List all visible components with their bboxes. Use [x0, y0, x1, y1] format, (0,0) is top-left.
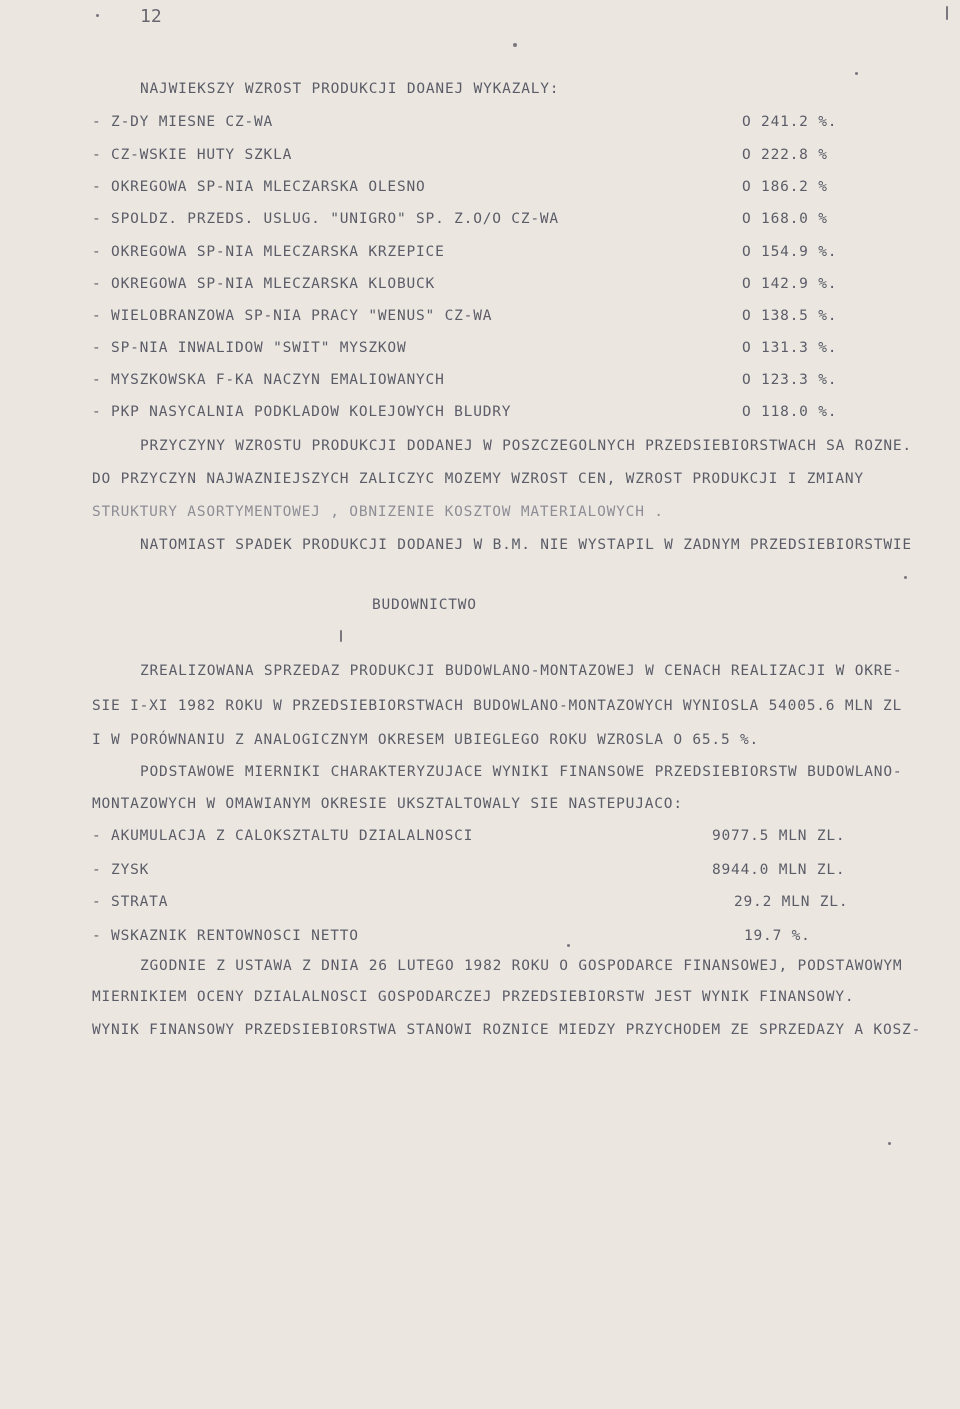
- scan-speck: [96, 14, 99, 17]
- paragraph-line: MIERNIKIEM OCENY DZIALALNOSCI GOSPODARCZEJ PRZEDSIEBIORSTW JEST WYNIK FINANSOWY.: [92, 989, 855, 1005]
- paragraph-line: WYNIK FINANSOWY PRZEDSIEBIORSTWA STANOWI ROZNICE MIEDZY PRZYCHODEM ZE SPRZEDAZY A KOSZ-: [92, 1022, 922, 1038]
- finance-item-name: - STRATA: [92, 894, 169, 910]
- paragraph-line: SIE I-XI 1982 ROKU W PRZEDSIEBIORSTWACH BUDOWLANO-MONTAZOWYCH WYNIOSLA 54005.6 MLN ZL: [92, 698, 903, 714]
- paragraph-line: ZREALIZOWANA SPRZEDAZ PRODUKCJI BUDOWLANO-MONTAZOWEJ W CENACH REALIZACJI W OKRE-: [140, 663, 903, 679]
- increase-item-name: - CZ-WSKIE HUTY SZKLA: [92, 147, 293, 163]
- increase-item-value: O 118.0 %.: [742, 404, 838, 420]
- scan-speck: [567, 944, 570, 947]
- paragraph-line: ZGODNIE Z USTAWA Z DNIA 26 LUTEGO 1982 ROKU O GOSPODARCE FINANSOWEJ, PODSTAWOWYM: [140, 958, 903, 974]
- section-heading: BUDOWNICTWO: [372, 597, 477, 613]
- paragraph-line: MONTAZOWYCH W OMAWIANYM OKRESIE UKSZTALTOWALY SIE NASTEPUJACO:: [92, 796, 683, 812]
- top-heading: NAJWIEKSZY WZROST PRODUKCJI DOANEJ WYKAZALY:: [140, 81, 560, 97]
- increase-item-value: O 154.9 %.: [742, 244, 838, 260]
- scan-speck: [340, 630, 342, 642]
- scan-speck: [904, 576, 907, 579]
- finance-item-name: - AKUMULACJA Z CALOKSZTALTU DZIALALNOSCI: [92, 828, 474, 844]
- increase-item-name: - SP-NIA INWALIDOW "SWIT" MYSZKOW: [92, 340, 407, 356]
- increase-item-name: - OKREGOWA SP-NIA MLECZARSKA OLESNO: [92, 179, 426, 195]
- paragraph-line: DO PRZYCZYN NAJWAZNIEJSZYCH ZALICZYC MOZEMY WZROST CEN, WZROST PRODUKCJI I ZMIANY: [92, 471, 864, 487]
- paragraph-line: PRZYCZYNY WZROSTU PRODUKCJI DODANEJ W POSZCZEGOLNYCH PRZEDSIEBIORSTWACH SA ROZNE.: [140, 438, 912, 454]
- increase-item-value: O 222.8 %: [742, 147, 828, 163]
- page-number: 12: [140, 6, 162, 27]
- increase-item-name: - Z-DY MIESNE CZ-WA: [92, 114, 274, 130]
- finance-item-value: 8944.0 MLN ZL.: [712, 862, 846, 878]
- scan-speck: [888, 1142, 891, 1145]
- scan-speck: [855, 72, 858, 75]
- increase-item-name: - SPOLDZ. PRZEDS. USLUG. "UNIGRO" SP. Z.O/O CZ-WA: [92, 211, 559, 227]
- increase-item-value: O 186.2 %: [742, 179, 828, 195]
- increase-item-value: O 168.0 %: [742, 211, 828, 227]
- increase-item-value: O 123.3 %.: [742, 372, 838, 388]
- increase-item-name: - PKP NASYCALNIA PODKLADOW KOLEJOWYCH BLUDRY: [92, 404, 512, 420]
- increase-item-name: - MYSZKOWSKA F-KA NACZYN EMALIOWANYCH: [92, 372, 445, 388]
- scan-speck: [513, 43, 517, 47]
- finance-item-name: - WSKAZNIK RENTOWNOSCI NETTO: [92, 928, 359, 944]
- paragraph-line: STRUKTURY ASORTYMENTOWEJ , OBNIZENIE KOSZTOW MATERIALOWYCH .: [92, 504, 664, 520]
- finance-item-value: 19.7 %.: [744, 928, 811, 944]
- increase-item-value: O 131.3 %.: [742, 340, 838, 356]
- increase-item-value: O 142.9 %.: [742, 276, 838, 292]
- increase-item-value: O 138.5 %.: [742, 308, 838, 324]
- finance-item-value: 29.2 MLN ZL.: [734, 894, 849, 910]
- paragraph-line: PODSTAWOWE MIERNIKI CHARAKTERYZUJACE WYNIKI FINANSOWE PRZEDSIEBIORSTW BUDOWLANO-: [140, 764, 903, 780]
- increase-item-name: - OKREGOWA SP-NIA MLECZARSKA KRZEPICE: [92, 244, 445, 260]
- finance-item-value: 9077.5 MLN ZL.: [712, 828, 846, 844]
- paragraph-line: NATOMIAST SPADEK PRODUKCJI DODANEJ W B.M. NIE WYSTAPIL W ZADNYM PRZEDSIEBIORSTWIE: [140, 537, 912, 553]
- increase-item-name: - OKREGOWA SP-NIA MLECZARSKA KLOBUCK: [92, 276, 436, 292]
- paragraph-line: I W PORÓWNANIU Z ANALOGICZNYM OKRESEM UBIEGLEGO ROKU WZROSLA O 65.5 %.: [92, 732, 760, 748]
- increase-item-name: - WIELOBRANZOWA SP-NIA PRACY "WENUS" CZ-WA: [92, 308, 493, 324]
- scan-speck: [946, 6, 948, 20]
- increase-item-value: O 241.2 %.: [742, 114, 838, 130]
- finance-item-name: - ZYSK: [92, 862, 150, 878]
